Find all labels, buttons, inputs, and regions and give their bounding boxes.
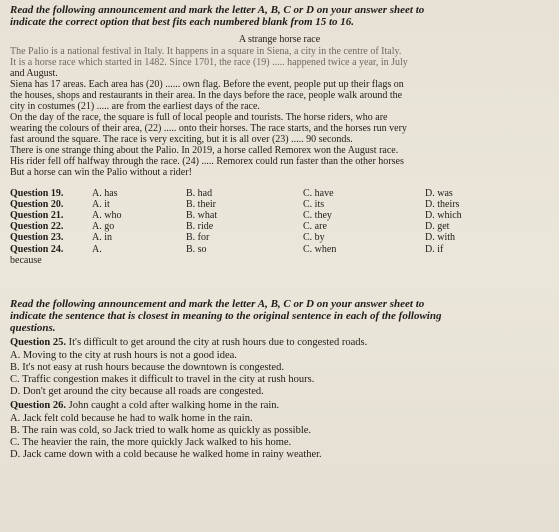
passage-line: city in costumes (21) ..... are from the earliest days of the race. (10, 101, 260, 112)
question-26-stem (10, 400, 279, 411)
option-b[interactable]: B. their (186, 199, 216, 210)
question-label: Question 19. (10, 188, 64, 199)
question-label: Question 22. (10, 221, 64, 232)
question-label: Question 21. (10, 210, 64, 221)
instruction-line: Read the following announcement and mark the letter A, B, C or D on your answer sheet to (10, 4, 425, 16)
instruction-line: questions. (10, 322, 56, 334)
passage-line: wearing the colours of their area, (22) ..... onto their horses. The race starts, and the horses run very (10, 123, 407, 134)
question-25-stem (10, 337, 367, 348)
option-b[interactable]: B. what (186, 210, 218, 221)
option-d[interactable]: D. Jack came down with a cold because he walked home in rainy weather. (10, 449, 322, 460)
question-24-continuation (10, 255, 550, 266)
instruction-line: Read the following announcement and mark the letter A, B, C or D on your answer sheet to (10, 298, 425, 310)
passage-line: It is a horse race which started in 1482. Since 1701, the race (19) ..... happened twice a year, in July (10, 57, 408, 68)
passage-line: and August. (10, 68, 58, 79)
part1-instruction (10, 4, 550, 28)
option-a[interactable]: A. (92, 244, 102, 255)
option-b[interactable]: B. so (186, 244, 207, 255)
question-label: Question 23. (10, 232, 64, 243)
passage-line: His rider fell off halfway through the race. (24) ..... Remorex could run faster than the other horses (10, 156, 404, 167)
passage-text (10, 46, 550, 178)
question-stem: It's difficult to get around the city at rush hours due to congested roads. (68, 337, 368, 348)
option-d[interactable]: D. get (425, 221, 450, 232)
option-d[interactable]: D. which (425, 210, 462, 221)
option-a[interactable]: A. Jack felt cold because he had to walk home in the rain. (10, 413, 253, 424)
question-label: Question 20. (10, 199, 64, 210)
option-b[interactable]: B. It's not easy at rush hours because the downtown is congested. (10, 362, 284, 373)
option-c[interactable]: C. The heavier the rain, the more quickly Jack walked to his home. (10, 437, 292, 448)
question-row-23 (10, 232, 550, 243)
option-a[interactable]: A. who (92, 210, 122, 221)
passage-line: Siena has 17 areas. Each area has (20) ...... own flag. Before the event, people put up their flags on (10, 79, 404, 90)
question-label: Question 25. (10, 337, 67, 348)
passage-title: A strange horse race (238, 34, 321, 45)
question-label: Question 26. (10, 400, 67, 411)
question-stem: John caught a cold after walking home in the rain. (68, 400, 280, 411)
option-a-continuation: because (10, 255, 42, 266)
option-c[interactable]: C. Traffic congestion makes it difficult to travel in the city at rush hours. (10, 374, 315, 385)
question-row-20 (10, 199, 550, 210)
question-row-24 (10, 244, 550, 255)
question-row-19 (10, 188, 550, 199)
option-a[interactable]: A. it (92, 199, 110, 210)
instruction-line: indicate the correct option that best fits each numbered blank from 15 to 16. (10, 16, 355, 28)
option-a[interactable]: A. in (92, 232, 112, 243)
option-c[interactable]: C. its (303, 199, 325, 210)
option-a[interactable]: A. has (92, 188, 118, 199)
instruction-line: indicate the sentence that is closest in meaning to the original sentence in each of the following (10, 310, 442, 322)
passage-line: But a horse can win the Palio without a rider! (10, 167, 192, 178)
question-label: Question 24. (10, 244, 64, 255)
option-b[interactable]: B. had (186, 188, 213, 199)
option-d[interactable]: D. if (425, 244, 444, 255)
option-d[interactable]: D. was (425, 188, 453, 199)
option-a[interactable]: A. go (92, 221, 115, 232)
option-c[interactable]: C. when (303, 244, 337, 255)
option-d[interactable]: D. Don't get around the city because all roads are congested. (10, 386, 264, 397)
option-a[interactable]: A. Moving to the city at rush hours is not a good idea. (10, 350, 237, 361)
option-d[interactable]: D. with (425, 232, 455, 243)
option-c[interactable]: C. are (303, 221, 327, 232)
option-c[interactable]: C. have (303, 188, 334, 199)
passage-line: There is one strange thing about the Palio. In 2019, a horse called Remorex won the August race. (10, 145, 399, 156)
option-c[interactable]: C. they (303, 210, 332, 221)
option-b[interactable]: B. for (186, 232, 210, 243)
passage-line: The Palio is a national festival in Italy. It happens in a square in Siena, a city in the centre of Italy. (10, 46, 402, 57)
passage-line: the houses, shops and restaurants in their area. In the days before the race, people walk around the (10, 90, 403, 101)
question-row-21 (10, 210, 550, 221)
passage-line: fast around the square. The race is very exciting, but it is all over (23) ..... 90 seconds. (10, 134, 353, 145)
part2-instruction (10, 298, 550, 334)
question-row-22 (10, 221, 550, 232)
option-d[interactable]: D. theirs (425, 199, 460, 210)
option-b[interactable]: B. ride (186, 221, 214, 232)
option-c[interactable]: C. by (303, 232, 325, 243)
option-b[interactable]: B. The rain was cold, so Jack tried to walk home as quickly as possible. (10, 425, 312, 436)
passage-line: On the day of the race, the square is full of local people and tourists. The horse riders, who are (10, 112, 388, 123)
